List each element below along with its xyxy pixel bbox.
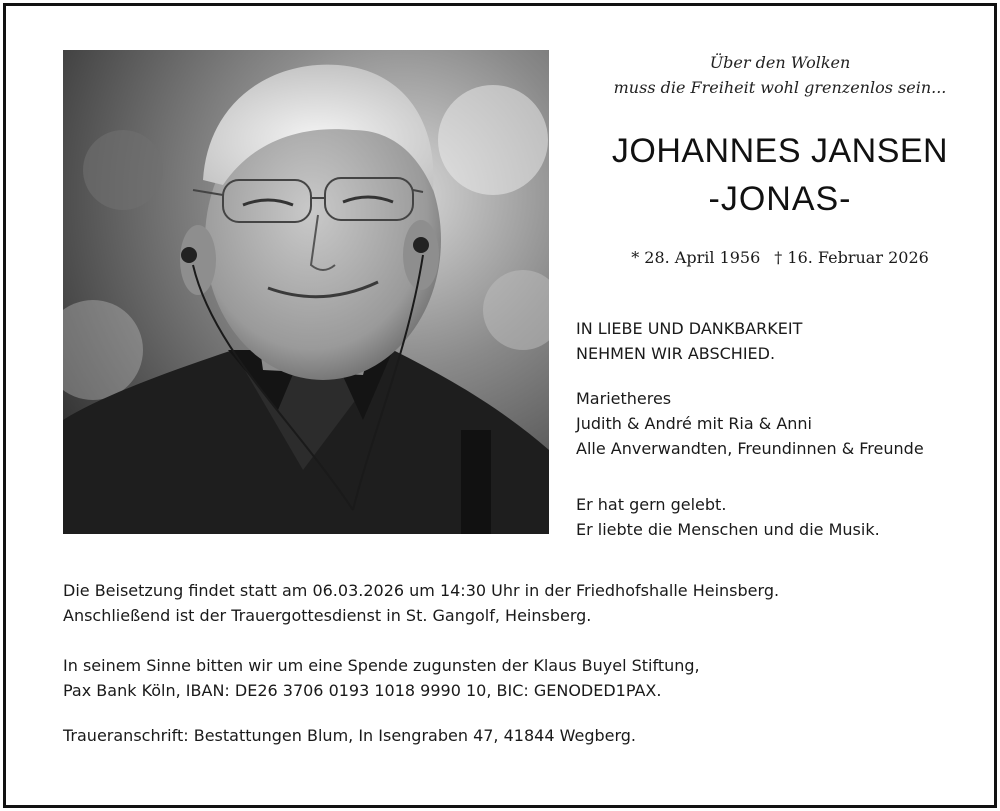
donation-line-2: Pax Bank Köln, IBAN: DE26 3706 0193 1018 9990 10, BIC: GENODED1PAX. <box>63 681 662 700</box>
funeral-line-1: Die Beisetzung findet statt am 06.03.2026 um 14:30 Uhr in der Friedhofshalle Heinsberg. <box>63 581 780 600</box>
life-dates <box>560 246 1000 270</box>
mourner-item: Judith & André mit Ria & Anni <box>576 414 812 433</box>
death-date: † 16. Februar 2026 <box>774 248 929 267</box>
farewell-line-2: NEHMEN WIR ABSCHIED. <box>576 344 776 363</box>
donation-info <box>63 653 700 703</box>
farewell-text <box>576 316 802 366</box>
funeral-info <box>63 578 779 628</box>
quote-line-1: Über den Wolken <box>709 53 851 72</box>
birth-date: * 28. April 1956 <box>631 248 761 267</box>
quote-line-2: muss die Freiheit wohl grenzenlos sein... <box>613 78 947 97</box>
portrait-photo <box>63 50 549 534</box>
tribute-line-2: Er liebte die Menschen und die Musik. <box>576 520 880 539</box>
deceased-name: JOHANNES JANSEN <box>611 132 949 170</box>
mourners-list <box>576 386 924 461</box>
mourner-item: Alle Anverwandten, Freundinnen & Freunde <box>576 439 924 458</box>
farewell-line-1: IN LIEBE UND DANKBARKEIT <box>576 319 803 338</box>
tribute-text <box>576 492 880 542</box>
mourner-item: Marietheres <box>576 389 672 408</box>
mourning-address: Traueranschrift: Bestattungen Blum, In Isengraben 47, 41844 Wegberg. <box>63 726 637 745</box>
funeral-line-2: Anschließend ist der Trauergottesdienst in St. Gangolf, Heinsberg. <box>63 606 592 625</box>
deceased-nickname: -JONAS- <box>708 180 852 218</box>
tribute-line-1: Er hat gern gelebt. <box>576 495 727 514</box>
quote <box>560 50 1000 100</box>
donation-line-1: In seinem Sinne bitten wir um eine Spende zugunsten der Klaus Buyel Stiftung, <box>63 656 700 675</box>
